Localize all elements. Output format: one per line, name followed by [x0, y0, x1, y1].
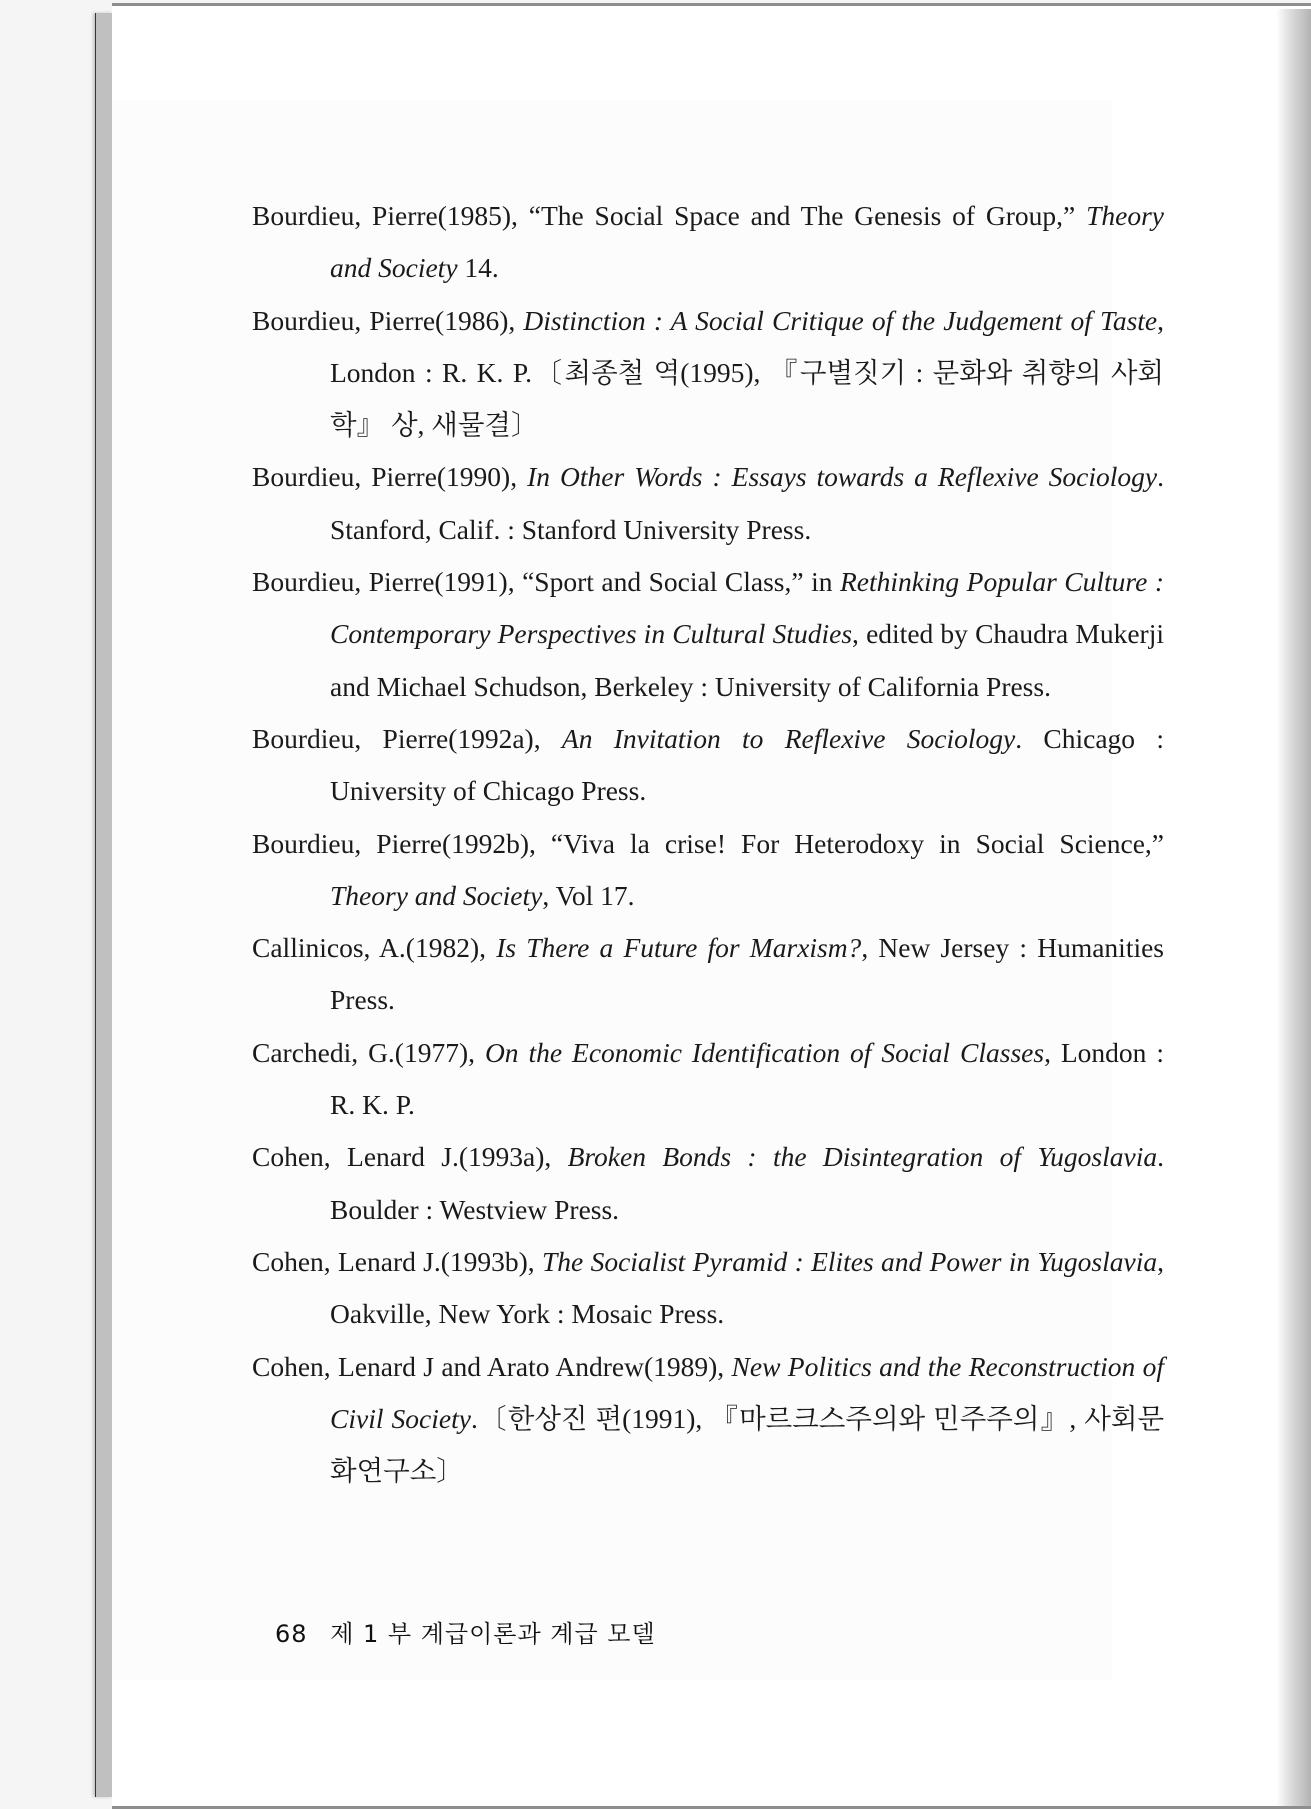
reference-title: In Other Words : Essays towards a Reflexive Sociology — [527, 461, 1158, 493]
reference-title: Theory and Society — [330, 879, 543, 911]
page-footer — [275, 1614, 656, 1649]
reference-entry: Cohen, Lenard J.(1993b), The Socialist Pyramid : Elites and Power in Yugoslavia, Oakville, New York : Mosaic Press. — [252, 1245, 1164, 1330]
running-footer-title: 제 1 부 계급이론과 계급 모델 — [330, 1620, 656, 1648]
reference-title: An Invitation to Reflexive Sociology — [561, 722, 1016, 754]
reference-title: The Socialist Pyramid : Elites and Power in Yugoslavia — [542, 1245, 1158, 1277]
reference-title: Broken Bonds : the Disintegration of Yugoslavia — [567, 1141, 1158, 1173]
reference-entry: Bourdieu, Pierre(1990), In Other Words : Essays towards a Reflexive Sociology. Stanford, Calif. : Stanford University Press. — [252, 461, 1165, 545]
reference-entry: Carchedi, G.(1977), On the Economic Identification of Social Classes, London : R. K. P. — [252, 1036, 1164, 1121]
reference-title: Theory and Society — [330, 200, 1164, 284]
reference-title: On the Economic Identification of Social Classes — [484, 1036, 1045, 1068]
reference-entry: Cohen, Lenard J.(1993a), Broken Bonds : the Disintegration of Yugoslavia. Boulder : Westview Press. — [252, 1141, 1164, 1225]
reference-entry: Bourdieu, Pierre(1991), “Sport and Social Class,” in Rethinking Popular Culture : Contemporary Perspectives in Cultural Studies, edited by Chaudra Mukerji and Michael Schudson, Berkeley : University of California Press. — [252, 566, 1164, 702]
bibliography-list — [252, 190, 1164, 1497]
reference-entry: Bourdieu, Pierre(1992b), “Viva la crise! For Heterodoxy in Social Science,” Theory and Society, Vol 17. — [252, 827, 1164, 911]
reference-title: New Politics and the Reconstruction of Civil Society — [330, 1350, 1164, 1434]
page-edge-shadow — [1276, 9, 1311, 1806]
reference-entry: Bourdieu, Pierre(1985), “The Social Space and The Genesis of Group,” Theory and Society 14. — [252, 200, 1164, 284]
page-number: 68 — [275, 1620, 308, 1648]
reference-entry: Bourdieu, Pierre(1992a), An Invitation to Reflexive Sociology. Chicago : University of Chicago Press. — [252, 722, 1164, 807]
reference-entry: Cohen, Lenard J and Arato Andrew(1989), New Politics and the Reconstruction of Civil Society.〔한상진 편(1991), 『마르크스주의와 민주주의』, 사회문화연구소〕 — [252, 1350, 1165, 1487]
reference-title: Distinction : A Social Critique of the Judgement of Taste — [523, 304, 1158, 336]
reference-title: Rethinking Popular Culture : Contemporary Perspectives in Cultural Studies — [330, 566, 1164, 650]
reference-entry: Callinicos, A.(1982), Is There a Future for Marxism?, New Jersey : Humanities Press. — [252, 932, 1165, 1016]
book-spine — [95, 13, 113, 1797]
reference-title: Is There a Future for Marxism? — [496, 932, 862, 964]
reference-entry: Bourdieu, Pierre(1986), Distinction : A Social Critique of the Judgement of Taste, London : R. K. P.〔최종철 역(1995), 『구별짓기 : 문화와 취향의 사회학』 상, 새물결〕 — [252, 304, 1164, 441]
